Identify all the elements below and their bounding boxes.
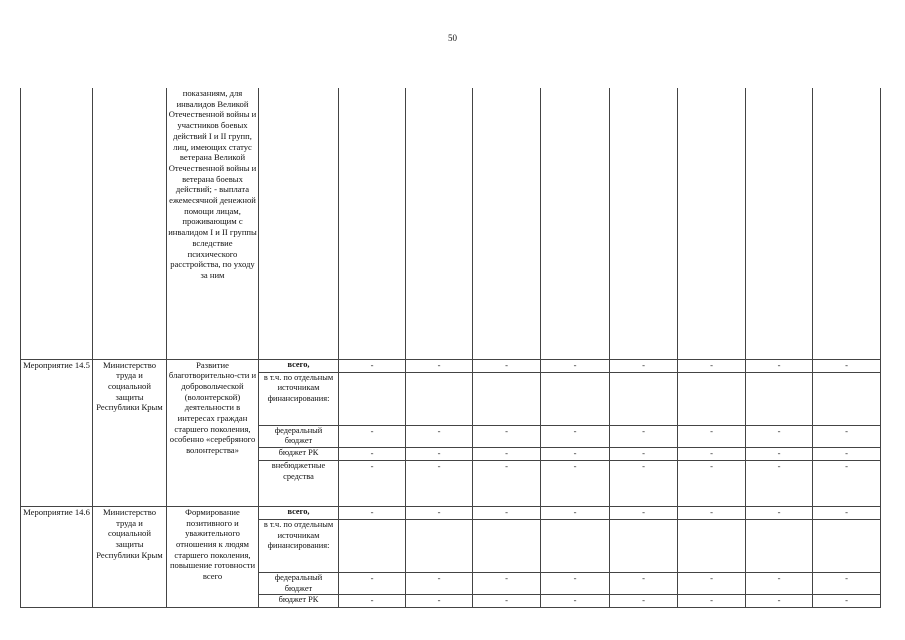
value-cell	[746, 88, 813, 359]
value-cell	[610, 519, 678, 572]
funding-source-cell: всего,	[259, 506, 339, 519]
value-cell: -	[339, 595, 406, 608]
value-cell: -	[610, 506, 678, 519]
value-cell: -	[813, 595, 881, 608]
value-cell: -	[406, 447, 473, 460]
value-cell: -	[746, 595, 813, 608]
value-cell: -	[541, 506, 610, 519]
value-cell	[746, 372, 813, 425]
funding-source-cell: всего,	[259, 359, 339, 372]
source-cell	[259, 88, 339, 359]
value-cell: -	[541, 595, 610, 608]
measure-id-cell: Мероприятие 14.6	[21, 506, 93, 607]
value-cell: -	[473, 506, 541, 519]
value-cell: -	[473, 572, 541, 594]
value-cell	[813, 519, 881, 572]
value-cell: -	[678, 595, 746, 608]
description-cell: показаниям, для инвалидов Великой Отечественной войны и участников боевых действий I и II групп, лиц, имеющих статус ветерана Великой Отечественной войны и ветерана боевых действий; - выплата ежемесячной денежной помощи лицам, проживающим с инвалидом I и II группы вследствие психического расстройства, по уходу за ним	[167, 88, 259, 359]
value-cell	[610, 372, 678, 425]
value-cell: -	[473, 595, 541, 608]
value-cell: -	[678, 506, 746, 519]
value-cell: -	[813, 447, 881, 460]
value-cell: -	[610, 425, 678, 447]
value-cell: -	[339, 460, 406, 506]
value-cell	[406, 88, 473, 359]
value-cell: -	[610, 595, 678, 608]
value-cell: -	[406, 572, 473, 594]
value-cell	[406, 372, 473, 425]
value-cell	[813, 372, 881, 425]
value-cell: -	[473, 447, 541, 460]
value-cell: -	[813, 506, 881, 519]
description-cell: Формирование позитивного и уважительного отношения к людям старшего поколения, повышение готовности всего	[167, 506, 259, 607]
table-row	[21, 359, 881, 372]
value-cell: -	[813, 359, 881, 372]
financing-table	[20, 88, 881, 608]
value-cell	[746, 519, 813, 572]
value-cell: -	[473, 460, 541, 506]
value-cell: -	[746, 447, 813, 460]
value-cell	[541, 88, 610, 359]
value-cell	[678, 372, 746, 425]
value-cell: -	[406, 595, 473, 608]
value-cell: -	[813, 425, 881, 447]
value-cell	[813, 88, 881, 359]
funding-source-cell: внебюджетные средства	[259, 460, 339, 506]
value-cell: -	[610, 460, 678, 506]
value-cell: -	[813, 572, 881, 594]
value-cell	[406, 519, 473, 572]
funding-source-cell: бюджет РК	[259, 447, 339, 460]
value-cell: -	[473, 359, 541, 372]
value-cell: -	[610, 447, 678, 460]
funding-source-cell: в т.ч. по отдельным источникам финансирования:	[259, 519, 339, 572]
continuation-row	[21, 88, 881, 359]
value-cell: -	[541, 572, 610, 594]
value-cell	[473, 372, 541, 425]
value-cell: -	[339, 506, 406, 519]
executor-cell	[93, 88, 167, 359]
value-cell: -	[678, 425, 746, 447]
value-cell: -	[610, 359, 678, 372]
value-cell	[610, 88, 678, 359]
value-cell: -	[541, 425, 610, 447]
table-body	[21, 88, 881, 608]
funding-source-cell: федеральный бюджет	[259, 425, 339, 447]
value-cell	[473, 519, 541, 572]
executor-cell: Министерство труда и социальной защиты Республики Крым	[93, 506, 167, 607]
value-cell: -	[746, 460, 813, 506]
value-cell	[541, 519, 610, 572]
value-cell: -	[406, 506, 473, 519]
value-cell	[678, 88, 746, 359]
value-cell: -	[541, 447, 610, 460]
value-cell: -	[678, 359, 746, 372]
measure-id-cell: Мероприятие 14.5	[21, 359, 93, 506]
value-cell: -	[473, 425, 541, 447]
value-cell	[339, 88, 406, 359]
value-cell: -	[406, 425, 473, 447]
value-cell	[339, 519, 406, 572]
funding-source-cell: бюджет РК	[259, 595, 339, 608]
value-cell	[678, 519, 746, 572]
description-cell: Развитие благотворительно-сти и добровольческой (волонтерской) деятельности в интересах граждан старшего поколения, особенно «серебряного волонтерства»	[167, 359, 259, 506]
value-cell: -	[406, 460, 473, 506]
funding-source-cell: федеральный бюджет	[259, 572, 339, 594]
value-cell: -	[746, 359, 813, 372]
value-cell: -	[813, 460, 881, 506]
value-cell	[541, 372, 610, 425]
value-cell: -	[746, 572, 813, 594]
value-cell	[473, 88, 541, 359]
value-cell: -	[678, 447, 746, 460]
value-cell: -	[541, 359, 610, 372]
value-cell: -	[678, 460, 746, 506]
funding-source-cell: в т.ч. по отдельным источникам финансирования:	[259, 372, 339, 425]
value-cell	[339, 372, 406, 425]
value-cell: -	[406, 359, 473, 372]
value-cell: -	[339, 447, 406, 460]
value-cell: -	[541, 460, 610, 506]
value-cell: -	[746, 425, 813, 447]
value-cell: -	[339, 359, 406, 372]
value-cell: -	[610, 572, 678, 594]
page-number: 50	[448, 33, 457, 43]
value-cell: -	[746, 506, 813, 519]
value-cell: -	[678, 572, 746, 594]
executor-cell: Министерство труда и социальной защиты Республики Крым	[93, 359, 167, 506]
value-cell: -	[339, 572, 406, 594]
value-cell: -	[339, 425, 406, 447]
table-row	[21, 506, 881, 519]
id-cell	[21, 88, 93, 359]
